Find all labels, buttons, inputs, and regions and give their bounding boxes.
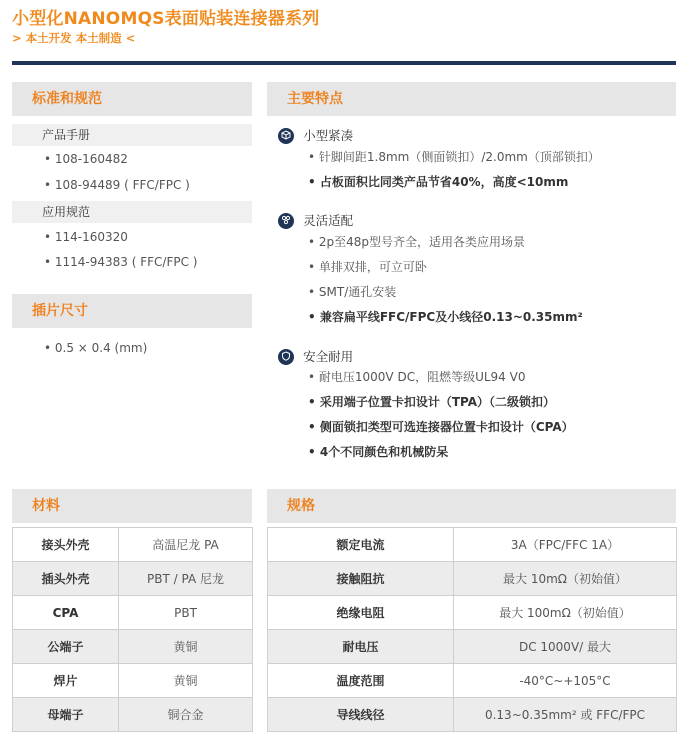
table-row <box>13 528 253 562</box>
material-part: 公端子 <box>13 630 119 664</box>
spec-value: 最大 100mΩ（初始值） <box>454 596 677 630</box>
page-subtitle: > 本土开发 本土制造 < <box>12 31 136 45</box>
material-part: CPA <box>13 596 119 630</box>
spec-value: 最大 10mΩ（初始值） <box>454 562 677 596</box>
feature-item: • 单排双排，可立可卧 <box>308 260 427 274</box>
spec-name: 绝缘电阻 <box>268 596 454 630</box>
table-row <box>268 528 677 562</box>
page-title: 小型化NANOMQS表面贴装连接器系列 <box>12 9 320 29</box>
title-divider <box>12 61 676 65</box>
material-value: PBT <box>119 596 253 630</box>
table-row <box>268 630 677 664</box>
table-row <box>268 596 677 630</box>
table-row <box>13 562 253 596</box>
feature-group-safe <box>278 346 353 365</box>
shield-icon <box>278 349 294 365</box>
spec-value: DC 1000V/ 最大 <box>454 630 677 664</box>
standards-item: • 108-160482 <box>44 152 128 166</box>
spec-name: 导线线径 <box>268 698 454 732</box>
specs-table <box>267 527 677 732</box>
spec-value: 0.13~0.35mm² 或 FFC/FPC <box>454 698 677 732</box>
table-row <box>268 664 677 698</box>
standards-group-label: 应用规范 <box>12 201 252 223</box>
material-part: 插头外壳 <box>13 562 119 596</box>
spec-value: -40°C~+105°C <box>454 664 677 698</box>
feature-item: • 2p至48p型号齐全，适用各类应用场景 <box>308 235 526 249</box>
blade-size-heading: 插片尺寸 <box>12 294 252 328</box>
material-part: 母端子 <box>13 698 119 732</box>
table-row <box>13 698 253 732</box>
table-row <box>13 664 253 698</box>
feature-group-flexible <box>278 210 353 229</box>
feature-item: • 4个不同颜色和机械防呆 <box>308 445 449 459</box>
material-value: 高温尼龙 PA <box>119 528 253 562</box>
network-icon <box>278 213 294 229</box>
spec-name: 额定电流 <box>268 528 454 562</box>
table-row <box>268 562 677 596</box>
material-part: 焊片 <box>13 664 119 698</box>
standards-item: • 108-94489 ( FFC/FPC ) <box>44 178 190 192</box>
feature-item: • 耐电压1000V DC，阻燃等级UL94 V0 <box>308 370 526 384</box>
feature-item: • 采用端子位置卡扣设计（TPA）（二级锁扣） <box>308 395 556 409</box>
standards-item: • 114-160320 <box>44 230 128 244</box>
table-row <box>13 630 253 664</box>
features-heading: 主要特点 <box>267 82 676 116</box>
material-part: 接头外壳 <box>13 528 119 562</box>
standards-group-label: 产品手册 <box>12 124 252 146</box>
spec-name: 耐电压 <box>268 630 454 664</box>
table-row <box>268 698 677 732</box>
standards-heading: 标准和规范 <box>12 82 252 116</box>
table-row <box>13 596 253 630</box>
feature-title: 小型紧凑 <box>303 128 354 143</box>
material-value: 黄铜 <box>119 630 253 664</box>
feature-item: • 兼容扁平线FFC/FPC及小线径0.13~0.35mm² <box>308 310 583 324</box>
feature-item: • 针脚间距1.8mm（侧面锁扣）/2.0mm（顶部锁扣） <box>308 150 600 164</box>
spec-value: 3A（FPC/FFC 1A） <box>454 528 677 562</box>
material-value: 黄铜 <box>119 664 253 698</box>
feature-title: 灵活适配 <box>303 213 354 228</box>
feature-item: • SMT/通孔安装 <box>308 285 397 299</box>
material-value: PBT / PA 尼龙 <box>119 562 253 596</box>
cube-icon <box>278 128 294 144</box>
feature-group-compact <box>278 125 353 144</box>
materials-table <box>12 527 253 732</box>
material-value: 铜合金 <box>119 698 253 732</box>
spec-name: 温度范围 <box>268 664 454 698</box>
materials-heading: 材料 <box>12 489 252 523</box>
feature-item: • 占板面积比同类产品节省40%，高度<10mm <box>308 175 569 189</box>
spec-name: 接触阻抗 <box>268 562 454 596</box>
blade-size-item: • 0.5 × 0.4 (mm) <box>44 341 148 355</box>
feature-item: • 侧面锁扣类型可选连接器位置卡扣设计（CPA） <box>308 420 574 434</box>
standards-item: • 1114-94383 ( FFC/FPC ) <box>44 255 198 269</box>
specs-heading: 规格 <box>267 489 676 523</box>
feature-title: 安全耐用 <box>303 349 354 364</box>
